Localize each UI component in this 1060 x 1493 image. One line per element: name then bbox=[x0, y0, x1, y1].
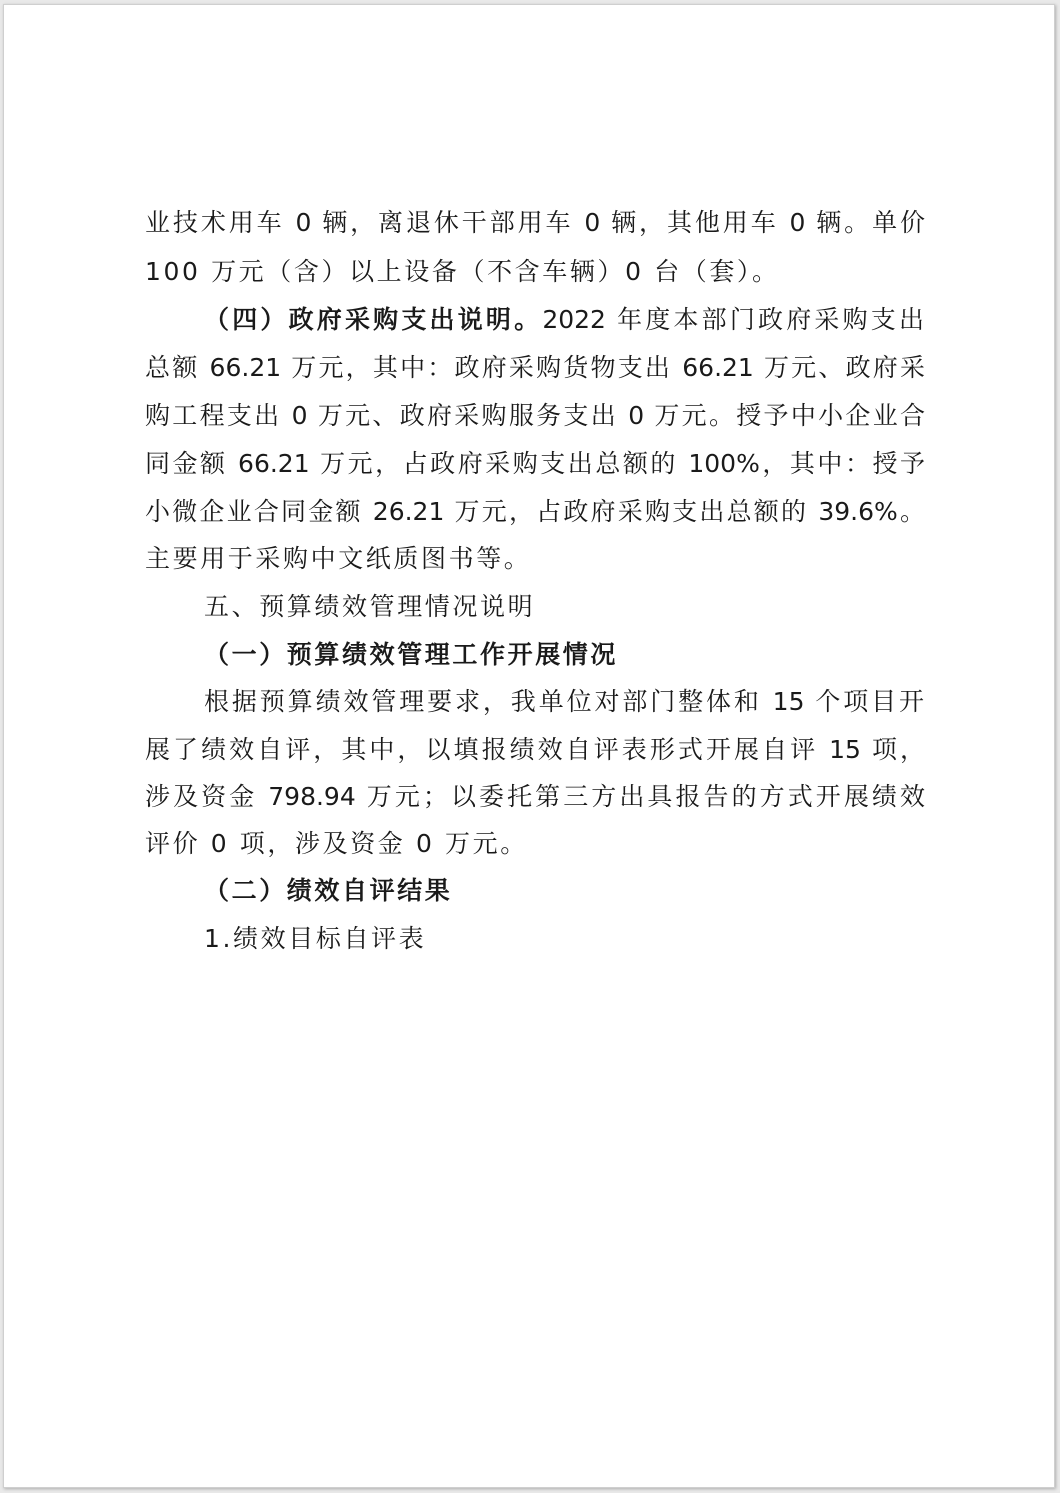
section-heading: 五、预算绩效管理情况说明 bbox=[204, 592, 536, 621]
subsection-heading: （二）绩效自评结果 bbox=[204, 876, 453, 905]
paragraph-line: 展了绩效自评，其中，以填报绩效自评表形式开展自评 15 项， bbox=[145, 735, 925, 764]
subsection-heading: （一）预算绩效管理工作开展情况 bbox=[204, 640, 619, 669]
paragraph-line: 主要用于采购中文纸质图书等。 bbox=[145, 544, 532, 573]
paragraph-line: 评价 0 项，涉及资金 0 万元。 bbox=[145, 829, 528, 858]
paragraph-line: 购工程支出 0 万元、政府采购服务支出 0 万元。授予中小企业合 bbox=[145, 401, 925, 430]
paragraph-line: 同金额 66.21 万元，占政府采购支出总额的 100%，其中：授予 bbox=[145, 449, 925, 478]
list-item: 1.绩效目标自评表 bbox=[204, 924, 427, 953]
document-page bbox=[3, 4, 1055, 1488]
procurement-paragraph-first-line bbox=[204, 300, 924, 340]
procurement-heading: （四）政府采购支出说明。 bbox=[204, 305, 543, 334]
paragraph-line: 2022 年度本部门政府采购支出 bbox=[542, 305, 924, 334]
paragraph-line: 总额 66.21 万元，其中：政府采购货物支出 66.21 万元、政府采 bbox=[145, 353, 925, 382]
paragraph-line: 根据预算绩效管理要求，我单位对部门整体和 15 个项目开 bbox=[204, 687, 924, 716]
paragraph-line: 业技术用车 0 辆，离退休干部用车 0 辆，其他用车 0 辆。单价 bbox=[145, 208, 925, 237]
paragraph-line: 涉及资金 798.94 万元；以委托第三方出具报告的方式开展绩效 bbox=[145, 782, 925, 811]
paragraph-line: 小微企业合同金额 26.21 万元，占政府采购支出总额的 39.6%。 bbox=[145, 497, 925, 526]
paragraph-line: 100 万元（含）以上设备（不含车辆）0 台（套）。 bbox=[145, 257, 780, 286]
